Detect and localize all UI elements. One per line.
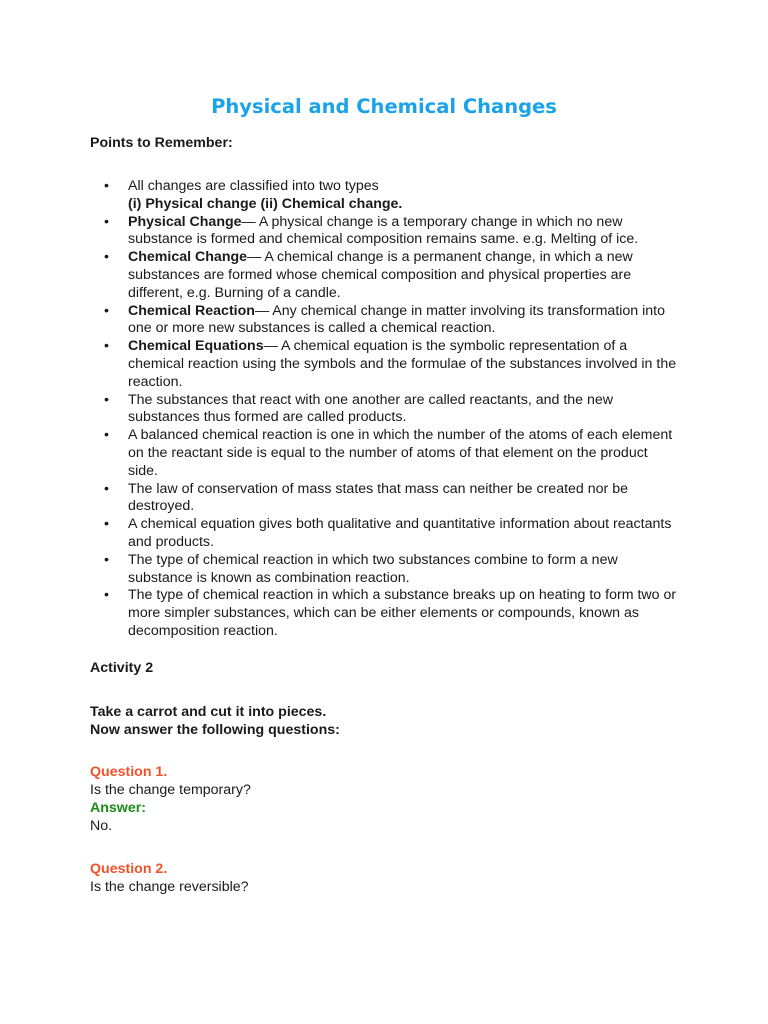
point-term: Chemical Reaction: [128, 302, 255, 319]
bullet-icon: •: [104, 480, 109, 497]
question-label: Question 2.: [90, 861, 168, 877]
list-item: [90, 427, 680, 480]
bullet-icon: •: [104, 551, 109, 568]
answer-text: No.: [90, 818, 113, 834]
point-text: The law of conservation of mass states that mass can neither be created nor be destroyed.: [128, 480, 628, 515]
point-text: — A chemical change is a permanent change, in which a new substances are formed whose chemical composition and physical properties are different, e.g. Burning of a candle.: [128, 249, 633, 301]
bullet-icon: •: [104, 587, 109, 604]
bullet-icon: •: [104, 249, 109, 266]
point-term: Chemical Equations: [128, 338, 264, 355]
point-text: The type of chemical reaction in which two substances combine to form a new substance is known as combination reaction.: [128, 551, 618, 586]
point-subtext: (i) Physical change (ii) Chemical change.: [128, 195, 403, 212]
page-title: Physical and Chemical Changes: [211, 95, 557, 118]
bullet-icon: •: [104, 213, 109, 230]
activity-instruction: Now answer the following questions:: [90, 722, 340, 738]
bullet-icon: •: [104, 391, 109, 408]
activity-heading: Activity 2: [90, 660, 154, 676]
point-text: — A chemical equation is the symbolic representation of a chemical reaction using the symbols and the formulae of the substances involved in the reaction.: [128, 338, 677, 390]
bullet-icon: •: [104, 302, 109, 319]
point-term: Physical Change: [128, 213, 242, 230]
list-item: [90, 338, 680, 391]
list-item: [90, 249, 680, 302]
bullet-icon: •: [104, 338, 109, 355]
point-term: Chemical Change: [128, 249, 248, 266]
question-text: Is the change reversible?: [90, 879, 249, 895]
question-text: Is the change temporary?: [90, 782, 251, 798]
point-text: A balanced chemical reaction is one in which the number of the atoms of each element on the reactant side is equal to the number of atoms of that element on the product side.: [128, 427, 673, 479]
list-item: [90, 178, 680, 214]
list-item: [90, 587, 680, 640]
point-text: The type of chemical reaction in which a substance breaks up on heating to form two or more simpler substances, which can be either elements or compounds, known as decomposition reaction.: [128, 587, 677, 639]
list-item: [90, 214, 680, 250]
question-label: Question 1.: [90, 764, 168, 780]
bullet-icon: •: [104, 178, 109, 194]
point-text: A chemical equation gives both qualitative and quantitative information about reactants and products.: [128, 516, 672, 550]
list-item: [90, 552, 680, 588]
activity-instruction: Take a carrot and cut it into pieces.: [90, 704, 327, 720]
list-item: [90, 303, 680, 339]
points-list: [90, 178, 680, 641]
point-text: The substances that react with one another are called reactants, and the new substances thus formed are called products.: [128, 391, 614, 426]
answer-label: Answer:: [90, 800, 146, 816]
bullet-icon: •: [104, 427, 109, 444]
bullet-icon: •: [104, 516, 109, 533]
list-item: [90, 516, 680, 552]
point-text: All changes are classified into two types: [128, 178, 379, 194]
list-item: [90, 481, 680, 517]
list-item: [90, 392, 680, 428]
point-text: — A physical change is a temporary change in which no new substance is formed and chemical composition remains same. e.g. Melting of ice.: [128, 213, 639, 248]
points-heading: Points to Remember:: [90, 135, 233, 151]
point-text: — Any chemical change in matter involving its transformation into one or more new substances is called a chemical reaction.: [128, 302, 666, 337]
